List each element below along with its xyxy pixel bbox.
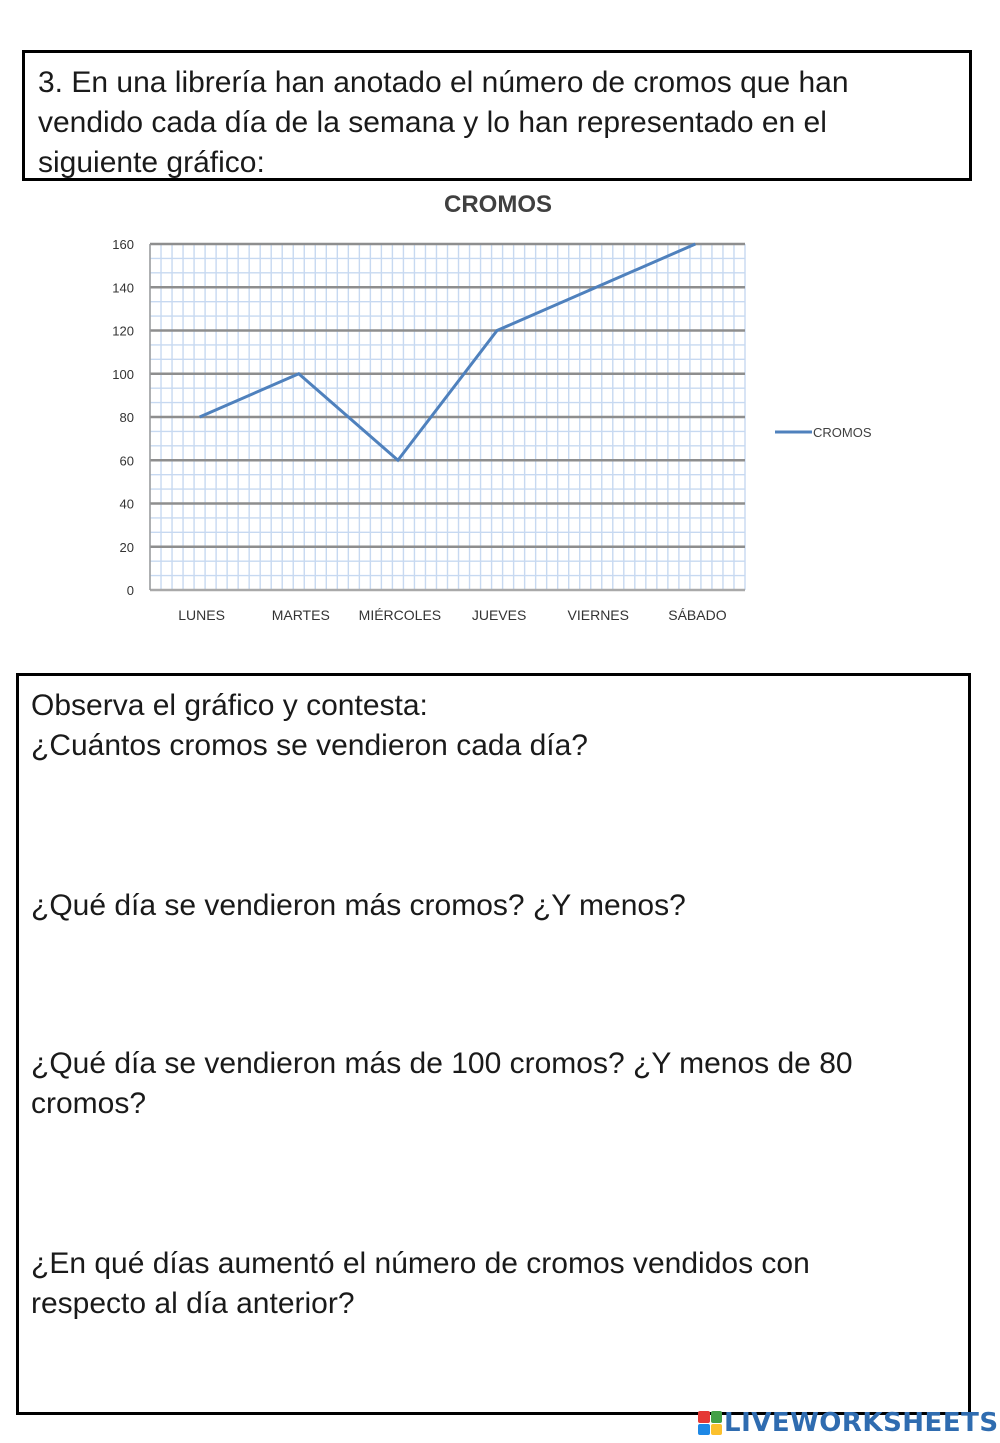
- question-3-line-1: ¿Qué día se vendieron más de 100 cromos? ¿Y menos de 80: [31, 1047, 853, 1080]
- statement-line-2: vendido cada día de la semana y lo han representado en el: [38, 106, 827, 139]
- chart-svg: [0, 180, 1000, 640]
- y-tick-label: 100: [112, 366, 134, 382]
- line-chart: [0, 180, 1000, 640]
- y-tick-label: 60: [119, 453, 134, 469]
- logo-mark-icon: [698, 1411, 722, 1435]
- x-tick-label: VIERNES: [567, 607, 629, 623]
- y-tick-label: 140: [112, 280, 134, 296]
- y-axis-ticks: [112, 237, 134, 598]
- x-axis-ticks: [178, 607, 726, 623]
- y-tick-label: 80: [119, 410, 134, 425]
- x-tick-label: MIÉRCOLES: [358, 607, 442, 623]
- y-tick-label: 120: [112, 323, 134, 339]
- y-tick-label: 0: [126, 583, 134, 598]
- question-3-line-2: cromos?: [31, 1087, 147, 1120]
- statement-line-3: siguiente gráfico:: [38, 146, 265, 179]
- question-1: ¿Cuántos cromos se vendieron cada día?: [31, 729, 588, 762]
- questions-box: [16, 673, 971, 1415]
- x-tick-label: LUNES: [178, 607, 225, 623]
- chart-title: CROMOS: [444, 191, 552, 218]
- statement-line-1: 3. En una librería han anotado el número de cromos que han: [38, 66, 849, 99]
- question-2: ¿Qué día se vendieron más cromos? ¿Y menos?: [31, 889, 686, 922]
- question-4-line-1: ¿En qué días aumentó el número de cromos vendidos con: [31, 1247, 810, 1280]
- logo-text: LIVEWORKSHEETS: [724, 1408, 999, 1438]
- questions-intro: Observa el gráfico y contesta:: [31, 689, 428, 722]
- question-4-line-2: respecto al día anterior?: [31, 1287, 355, 1320]
- x-tick-label: SÁBADO: [668, 607, 727, 623]
- y-tick-label: 160: [112, 237, 134, 252]
- liveworksheets-logo: [698, 1408, 999, 1438]
- legend-label: CROMOS: [813, 425, 872, 440]
- y-tick-label: 40: [119, 496, 134, 512]
- y-tick-label: 20: [119, 539, 134, 555]
- x-tick-label: JUEVES: [471, 607, 527, 623]
- problem-statement: [22, 50, 972, 181]
- x-tick-label: MARTES: [271, 607, 330, 623]
